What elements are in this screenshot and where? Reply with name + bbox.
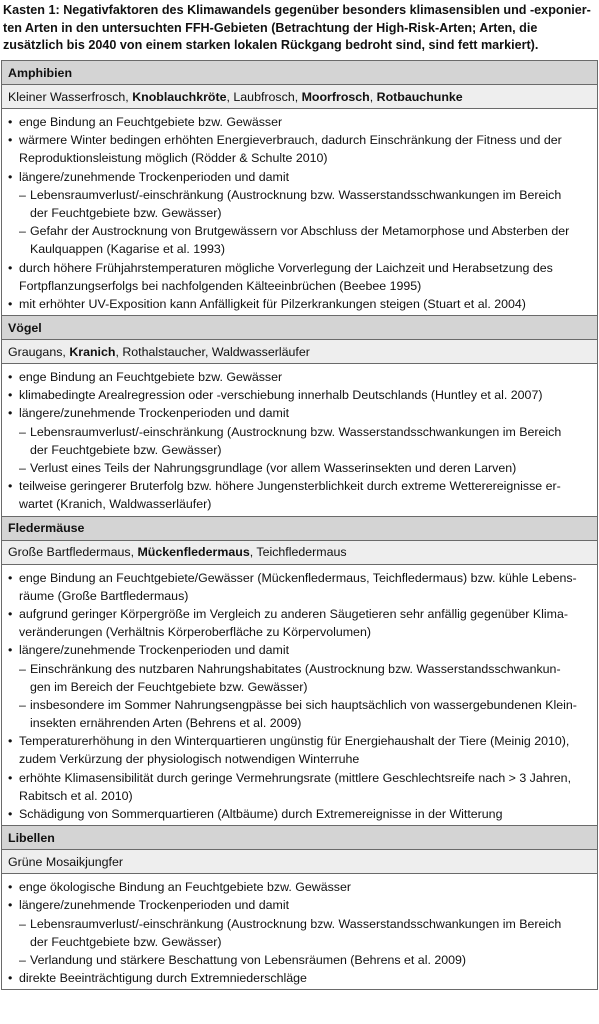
bullet-item bbox=[8, 805, 591, 823]
section-body bbox=[1, 874, 598, 990]
item-text: längere/zunehmende Trockenperioden und damit bbox=[19, 406, 290, 421]
bullet-item bbox=[8, 769, 591, 787]
dash-item bbox=[8, 915, 591, 933]
item-text: teilweise geringerer Bruterfolg bzw. höhere Jungensterblichkeit durch extreme Wetterereignisse er- bbox=[19, 479, 561, 494]
bullet-item bbox=[8, 605, 591, 623]
item-text: zudem Verkürzung der physiologisch notwendigen Winterruhe bbox=[19, 752, 360, 767]
item-text: Lebensraumverlust/-einschränkung (Austrocknung bzw. Wasserstandsschwankungen im Bereich bbox=[30, 424, 562, 439]
item-text: insekten ernährenden Arten (Behrens et al. 2009) bbox=[30, 716, 302, 731]
species-name: Kleiner Wasserfrosch bbox=[8, 89, 126, 104]
bullet-icon: • bbox=[8, 807, 13, 821]
item-text: erhöhte Klimasensibilität durch geringe Vermehrungsrate (mittlere Geschlechtsreife nach > 3 Jahren, bbox=[19, 770, 572, 785]
bullet-item bbox=[8, 259, 591, 277]
species-name-bold: Mückenfledermaus bbox=[137, 545, 250, 560]
species-name-bold: Kranich bbox=[69, 344, 116, 359]
bullet-icon: • bbox=[8, 971, 13, 986]
species-name: , bbox=[125, 89, 133, 104]
bullet-icon: • bbox=[8, 570, 13, 585]
item-text: klimabedingte Arealregression oder -verschiebung innerhalb Deutschlands (Huntley et al. 2007) bbox=[19, 388, 543, 403]
section-title: Amphibien bbox=[1, 61, 598, 85]
item-text: Lebensraumverlust/-einschränkung (Austrocknung bzw. Wasserstandsschwankungen im Bereich bbox=[30, 187, 562, 202]
dash-continuation bbox=[8, 240, 591, 258]
dash-icon: – bbox=[19, 461, 26, 475]
bullet-item bbox=[8, 131, 591, 149]
bullet-item bbox=[8, 969, 591, 987]
species-name: , Rothalstaucher, Waldwasserläufer bbox=[115, 344, 310, 359]
bullet-item bbox=[8, 878, 591, 896]
dash-icon: – bbox=[19, 661, 26, 676]
species-name: , Teichfledermaus bbox=[249, 545, 347, 560]
item-text: der Feuchtgebiete bzw. Gewässer) bbox=[30, 934, 222, 949]
species-list bbox=[1, 340, 598, 364]
section-body bbox=[1, 109, 598, 316]
bullet-item bbox=[8, 732, 591, 750]
item-text: räume (Große Bartfledermaus) bbox=[19, 588, 189, 603]
species-name: , bbox=[369, 89, 377, 104]
dash-icon: – bbox=[19, 697, 26, 712]
item-text: Verlust eines Teils der Nahrungsgrundlage (vor allem Wasserinsekten und deren Larven) bbox=[30, 461, 517, 475]
dash-icon: – bbox=[19, 424, 26, 439]
dash-icon: – bbox=[19, 187, 26, 202]
dash-item bbox=[8, 222, 591, 240]
item-text: enge Bindung an Feuchtgebiete/Gewässer (Mückenfledermaus, Teichfledermaus) bzw. kühle Lebens- bbox=[19, 570, 577, 585]
item-text: enge ökologische Bindung an Feuchtgebiete bzw. Gewässer bbox=[19, 880, 352, 895]
bullet-item bbox=[8, 113, 591, 131]
dash-continuation bbox=[8, 678, 591, 696]
item-text: aufgrund geringer Körpergröße im Vergleich zu anderen Säugetieren sehr anfällig gegenüber Klima- bbox=[19, 606, 568, 621]
bullet-icon: • bbox=[8, 296, 13, 311]
species-list bbox=[1, 85, 598, 109]
bullet-icon: • bbox=[8, 770, 13, 785]
species-list bbox=[1, 541, 598, 565]
item-text: enge Bindung an Feuchtgebiete bzw. Gewässer bbox=[19, 370, 283, 385]
species-name-bold: Rotbauchunke bbox=[376, 89, 463, 104]
bullet-item bbox=[8, 404, 591, 422]
bullet-item bbox=[8, 641, 591, 659]
dash-item bbox=[8, 951, 591, 969]
item-text: wartet (Kranich, Waldwasserläufer) bbox=[19, 497, 212, 512]
dash-continuation bbox=[8, 204, 591, 222]
item-text: wärmere Winter bedingen erhöhten Energieverbrauch, dadurch Einschränkung der Fitness und der bbox=[19, 133, 562, 148]
dash-item bbox=[8, 423, 591, 441]
species-name: Graugans, bbox=[8, 344, 70, 359]
item-text: Temperaturerhöhung in den Winterquartieren ungünstig für Energiehaushalt der Tiere (Meinig 2010), bbox=[19, 734, 570, 749]
bullet-icon: • bbox=[8, 479, 13, 494]
dash-item bbox=[8, 186, 591, 204]
bullet-continuation bbox=[8, 750, 591, 768]
item-text: mit erhöhter UV-Exposition kann Anfälligkeit für Pilzerkrankungen steigen (Stuart et al. 2004) bbox=[19, 296, 526, 311]
species-name-bold: Moorfrosch bbox=[301, 89, 370, 104]
species-name-bold: Knoblauchkröte bbox=[132, 89, 227, 104]
bullet-icon: • bbox=[8, 643, 13, 658]
bullet-icon: • bbox=[8, 169, 13, 184]
section-title: Libellen bbox=[1, 826, 598, 850]
section-title: Fledermäuse bbox=[1, 517, 598, 541]
item-text: Lebensraumverlust/-einschränkung (Austrocknung bzw. Wasserstandsschwankungen im Bereich bbox=[30, 916, 562, 931]
bullet-item bbox=[8, 386, 591, 404]
species-list bbox=[1, 850, 598, 874]
caption-line: Kasten 1: Negativfaktoren des Klimawandels gegenüber besonders klimasensiblen und -exponier- bbox=[3, 3, 591, 17]
dash-item bbox=[8, 660, 591, 678]
caption-line: ten Arten in den untersuchten FFH-Gebieten (Betrachtung der High-Risk-Arten; Arten, die bbox=[3, 20, 538, 35]
dash-continuation bbox=[8, 714, 591, 732]
section-body bbox=[1, 565, 598, 827]
dash-continuation bbox=[8, 441, 591, 459]
bullet-icon: • bbox=[8, 388, 13, 403]
section-body bbox=[1, 364, 598, 517]
bullet-icon: • bbox=[8, 260, 13, 275]
item-text: gen im Bereich der Feuchtgebiete bzw. Gewässer) bbox=[30, 679, 308, 694]
bullet-continuation bbox=[8, 787, 591, 805]
bullet-continuation bbox=[8, 495, 591, 513]
bullet-icon: • bbox=[8, 734, 13, 749]
dash-icon: – bbox=[19, 916, 26, 931]
species-name: , Laubfrosch, bbox=[226, 89, 302, 104]
item-text: Verlandung und stärkere Beschattung von Lebensräumen (Behrens et al. 2009) bbox=[30, 952, 467, 967]
item-text: Reproduktionsleistung möglich (Rödder & Schulte 2010) bbox=[19, 151, 328, 166]
bullet-item bbox=[8, 477, 591, 495]
item-text: der Feuchtgebiete bzw. Gewässer) bbox=[30, 205, 222, 220]
bullet-continuation bbox=[8, 149, 591, 167]
species-name: Große Bartfledermaus, bbox=[8, 545, 138, 560]
dash-icon: – bbox=[19, 224, 26, 239]
section-title: Vögel bbox=[1, 316, 598, 340]
bullet-item bbox=[8, 168, 591, 186]
dash-item bbox=[8, 696, 591, 714]
item-text: durch höhere Frühjahrstemperaturen mögliche Vorverlegung der Laichzeit und Herabsetzung des bbox=[19, 260, 553, 275]
bullet-item bbox=[8, 368, 591, 386]
item-text: Kaulquappen (Kagarise et al. 1993) bbox=[30, 242, 225, 257]
item-text: enge Bindung an Feuchtgebiete bzw. Gewässer bbox=[19, 115, 283, 129]
item-text: Rabitsch et al. 2010) bbox=[19, 788, 133, 803]
bullet-icon: • bbox=[8, 406, 13, 421]
bullet-icon: • bbox=[8, 606, 13, 621]
species-name: Grüne Mosaikjungfer bbox=[8, 854, 124, 869]
item-text: der Feuchtgebiete bzw. Gewässer) bbox=[30, 442, 222, 457]
item-text: Einschränkung des nutzbaren Nahrungshabitates (Austrocknung bzw. Wasserstandsschwankun- bbox=[30, 661, 561, 676]
bullet-continuation bbox=[8, 587, 591, 605]
factors-table bbox=[1, 60, 598, 990]
bullet-icon: • bbox=[8, 115, 13, 129]
item-text: längere/zunehmende Trockenperioden und damit bbox=[19, 898, 290, 913]
box-caption bbox=[0, 0, 599, 56]
item-text: veränderungen (Verhältnis Körperoberfläche zu Körpervolumen) bbox=[19, 625, 371, 640]
bullet-item bbox=[8, 569, 591, 587]
dash-item bbox=[8, 459, 591, 477]
caption-line: zusätzlich bis 2040 von einem starken lokalen Rückgang bedroht sind, sind fett markiert). bbox=[3, 38, 539, 52]
bullet-icon: • bbox=[8, 133, 13, 148]
item-text: Fortpflanzungserfolgs bei nachfolgenden Kälteeinbrüchen (Beebee 1995) bbox=[19, 278, 422, 293]
item-text: Schädigung von Sommerquartieren (Altbäume) durch Extremereignisse in der Witterung bbox=[19, 807, 503, 821]
item-text: direkte Beeinträchtigung durch Extremniederschläge bbox=[19, 971, 307, 986]
dash-icon: – bbox=[19, 952, 26, 967]
bullet-item bbox=[8, 295, 591, 313]
item-text: längere/zunehmende Trockenperioden und damit bbox=[19, 643, 290, 658]
item-text: längere/zunehmende Trockenperioden und damit bbox=[19, 169, 290, 184]
dash-continuation bbox=[8, 933, 591, 951]
bullet-icon: • bbox=[8, 880, 13, 895]
item-text: Gefahr der Austrocknung von Brutgewässern vor Abschluss der Metamorphose und Absterben der bbox=[30, 224, 570, 239]
bullet-continuation bbox=[8, 623, 591, 641]
bullet-icon: • bbox=[8, 898, 13, 913]
bullet-continuation bbox=[8, 277, 591, 295]
item-text: insbesondere im Sommer Nahrungsengpässe bei sich hauptsächlich von wassergebundenen Klein- bbox=[30, 697, 577, 712]
bullet-item bbox=[8, 896, 591, 914]
bullet-icon: • bbox=[8, 370, 13, 385]
